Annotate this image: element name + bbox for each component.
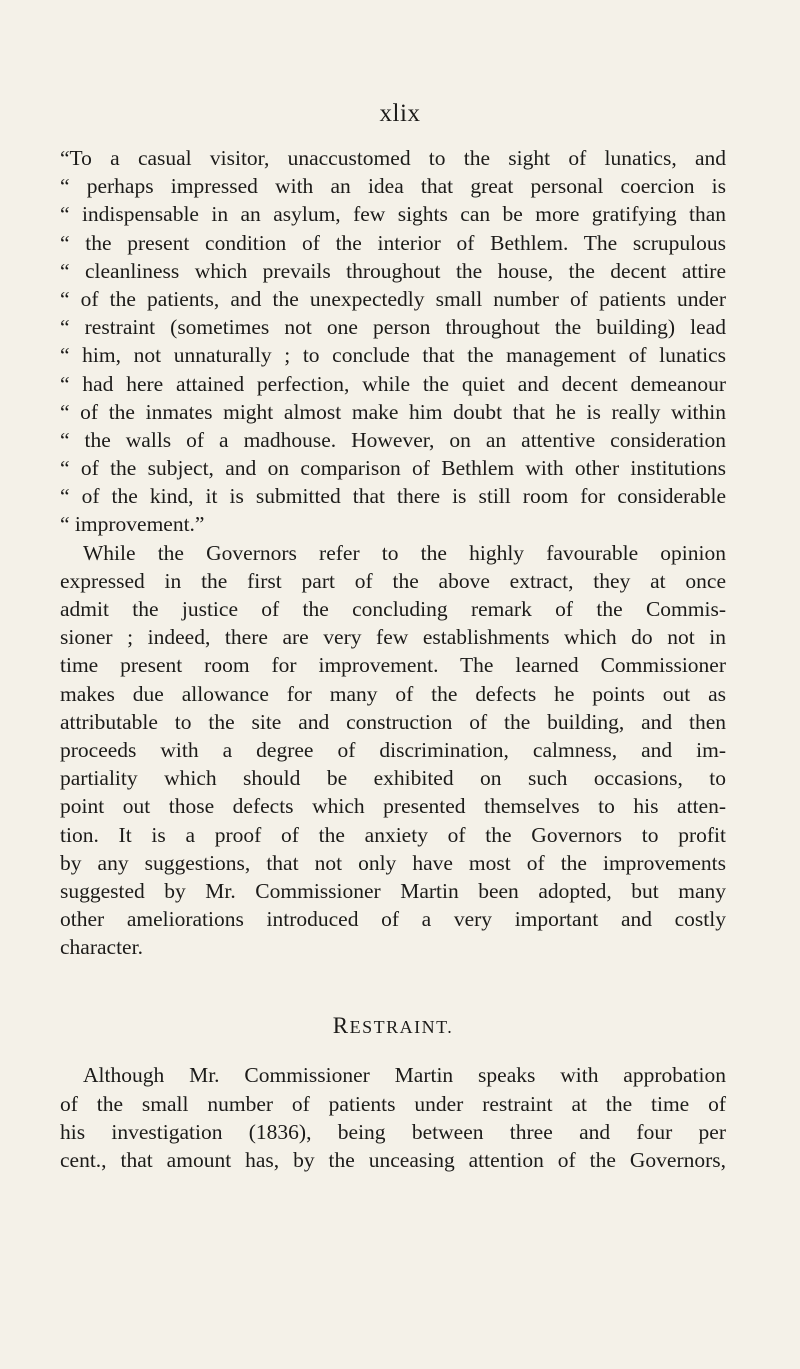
quote-line: “ of the inmates might almost make him doubt that he is really within [60, 399, 726, 424]
paragraph-line: cent., that amount has, by the unceasing attention of the Governors, [60, 1148, 726, 1172]
quote-line: “ restraint (sometimes not one person throughout the building) lead [60, 315, 726, 340]
paragraph-line: makes due allowance for many of the defects he points out as [60, 681, 726, 706]
page-number: xlix [379, 100, 421, 127]
section-heading [60, 991, 726, 1061]
paragraph-line: admit the justice of the concluding remark of the Commis- [60, 597, 726, 621]
paragraph-line: by any suggestions, that not only have most of the improvements [60, 850, 726, 875]
paragraph-line: While the Governors refer to the highly favourable opinion [83, 540, 726, 565]
page-text [60, 144, 726, 1174]
section-spacer [60, 961, 726, 991]
paragraph-line: time present room for improvement. The learned Commissioner [60, 653, 726, 678]
paragraph-line: expressed in the first part of the above extract, they at once [60, 568, 726, 593]
quote-line: “ the walls of a madhouse. However, on an attentive consideration [60, 427, 726, 452]
quote-line: “ improvement.” [60, 512, 205, 537]
quote-line: “ cleanliness which prevails throughout the house, the decent attire [60, 258, 726, 283]
quote-line: “To a casual visitor, unaccustomed to the sight of lunatics, and [60, 146, 726, 170]
paragraph-line: other ameliorations introduced of a very important and costly [60, 907, 726, 932]
paragraph-line: partiality which should be exhibited on such occasions, to [60, 766, 726, 791]
paragraph-line: attributable to the site and construction of the building, and then [60, 709, 726, 734]
paragraph-line: tion. It is a proof of the anxiety of the Governors to profit [60, 822, 726, 847]
quote-line: “ of the kind, it is submitted that there is still room for considerable [60, 484, 726, 509]
paragraph-line: his investigation (1836), being between three and four per [60, 1119, 726, 1144]
paragraph-line: point out those defects which presented themselves to his atten- [60, 794, 726, 819]
quote-line: “ indispensable in an asylum, few sights can be more gratifying than [60, 202, 726, 227]
quote-line: “ the present condition of the interior of Bethlem. The scrupulous [60, 230, 726, 255]
quote-line: “ him, not unnaturally ; to conclude that the management of lunatics [60, 343, 726, 368]
paragraph-line: of the small number of patients under restraint at the time of [60, 1091, 726, 1116]
paragraph-line: sioner ; indeed, there are very few establishments which do not in [60, 625, 726, 650]
quote-line: “ had here attained perfection, while the quiet and decent demeanour [60, 371, 726, 396]
paragraph-line: proceeds with a degree of discrimination, calmness, and im- [60, 737, 726, 762]
quote-line: “ of the patients, and the unexpectedly small number of patients under [60, 286, 726, 311]
paragraph-line: suggested by Mr. Commissioner Martin been adopted, but many [60, 878, 726, 903]
section-heading-rest: ESTRAINT. [349, 1017, 454, 1038]
quote-line: “ perhaps impressed with an idea that great personal coercion is [60, 174, 726, 199]
quote-line: “ of the subject, and on comparison of Bethlem with other institutions [60, 456, 726, 481]
paragraph-line: character. [60, 935, 143, 960]
section-heading-initial: R [332, 1013, 350, 1039]
paragraph-line: Although Mr. Commissioner Martin speaks with approbation [83, 1063, 726, 1088]
